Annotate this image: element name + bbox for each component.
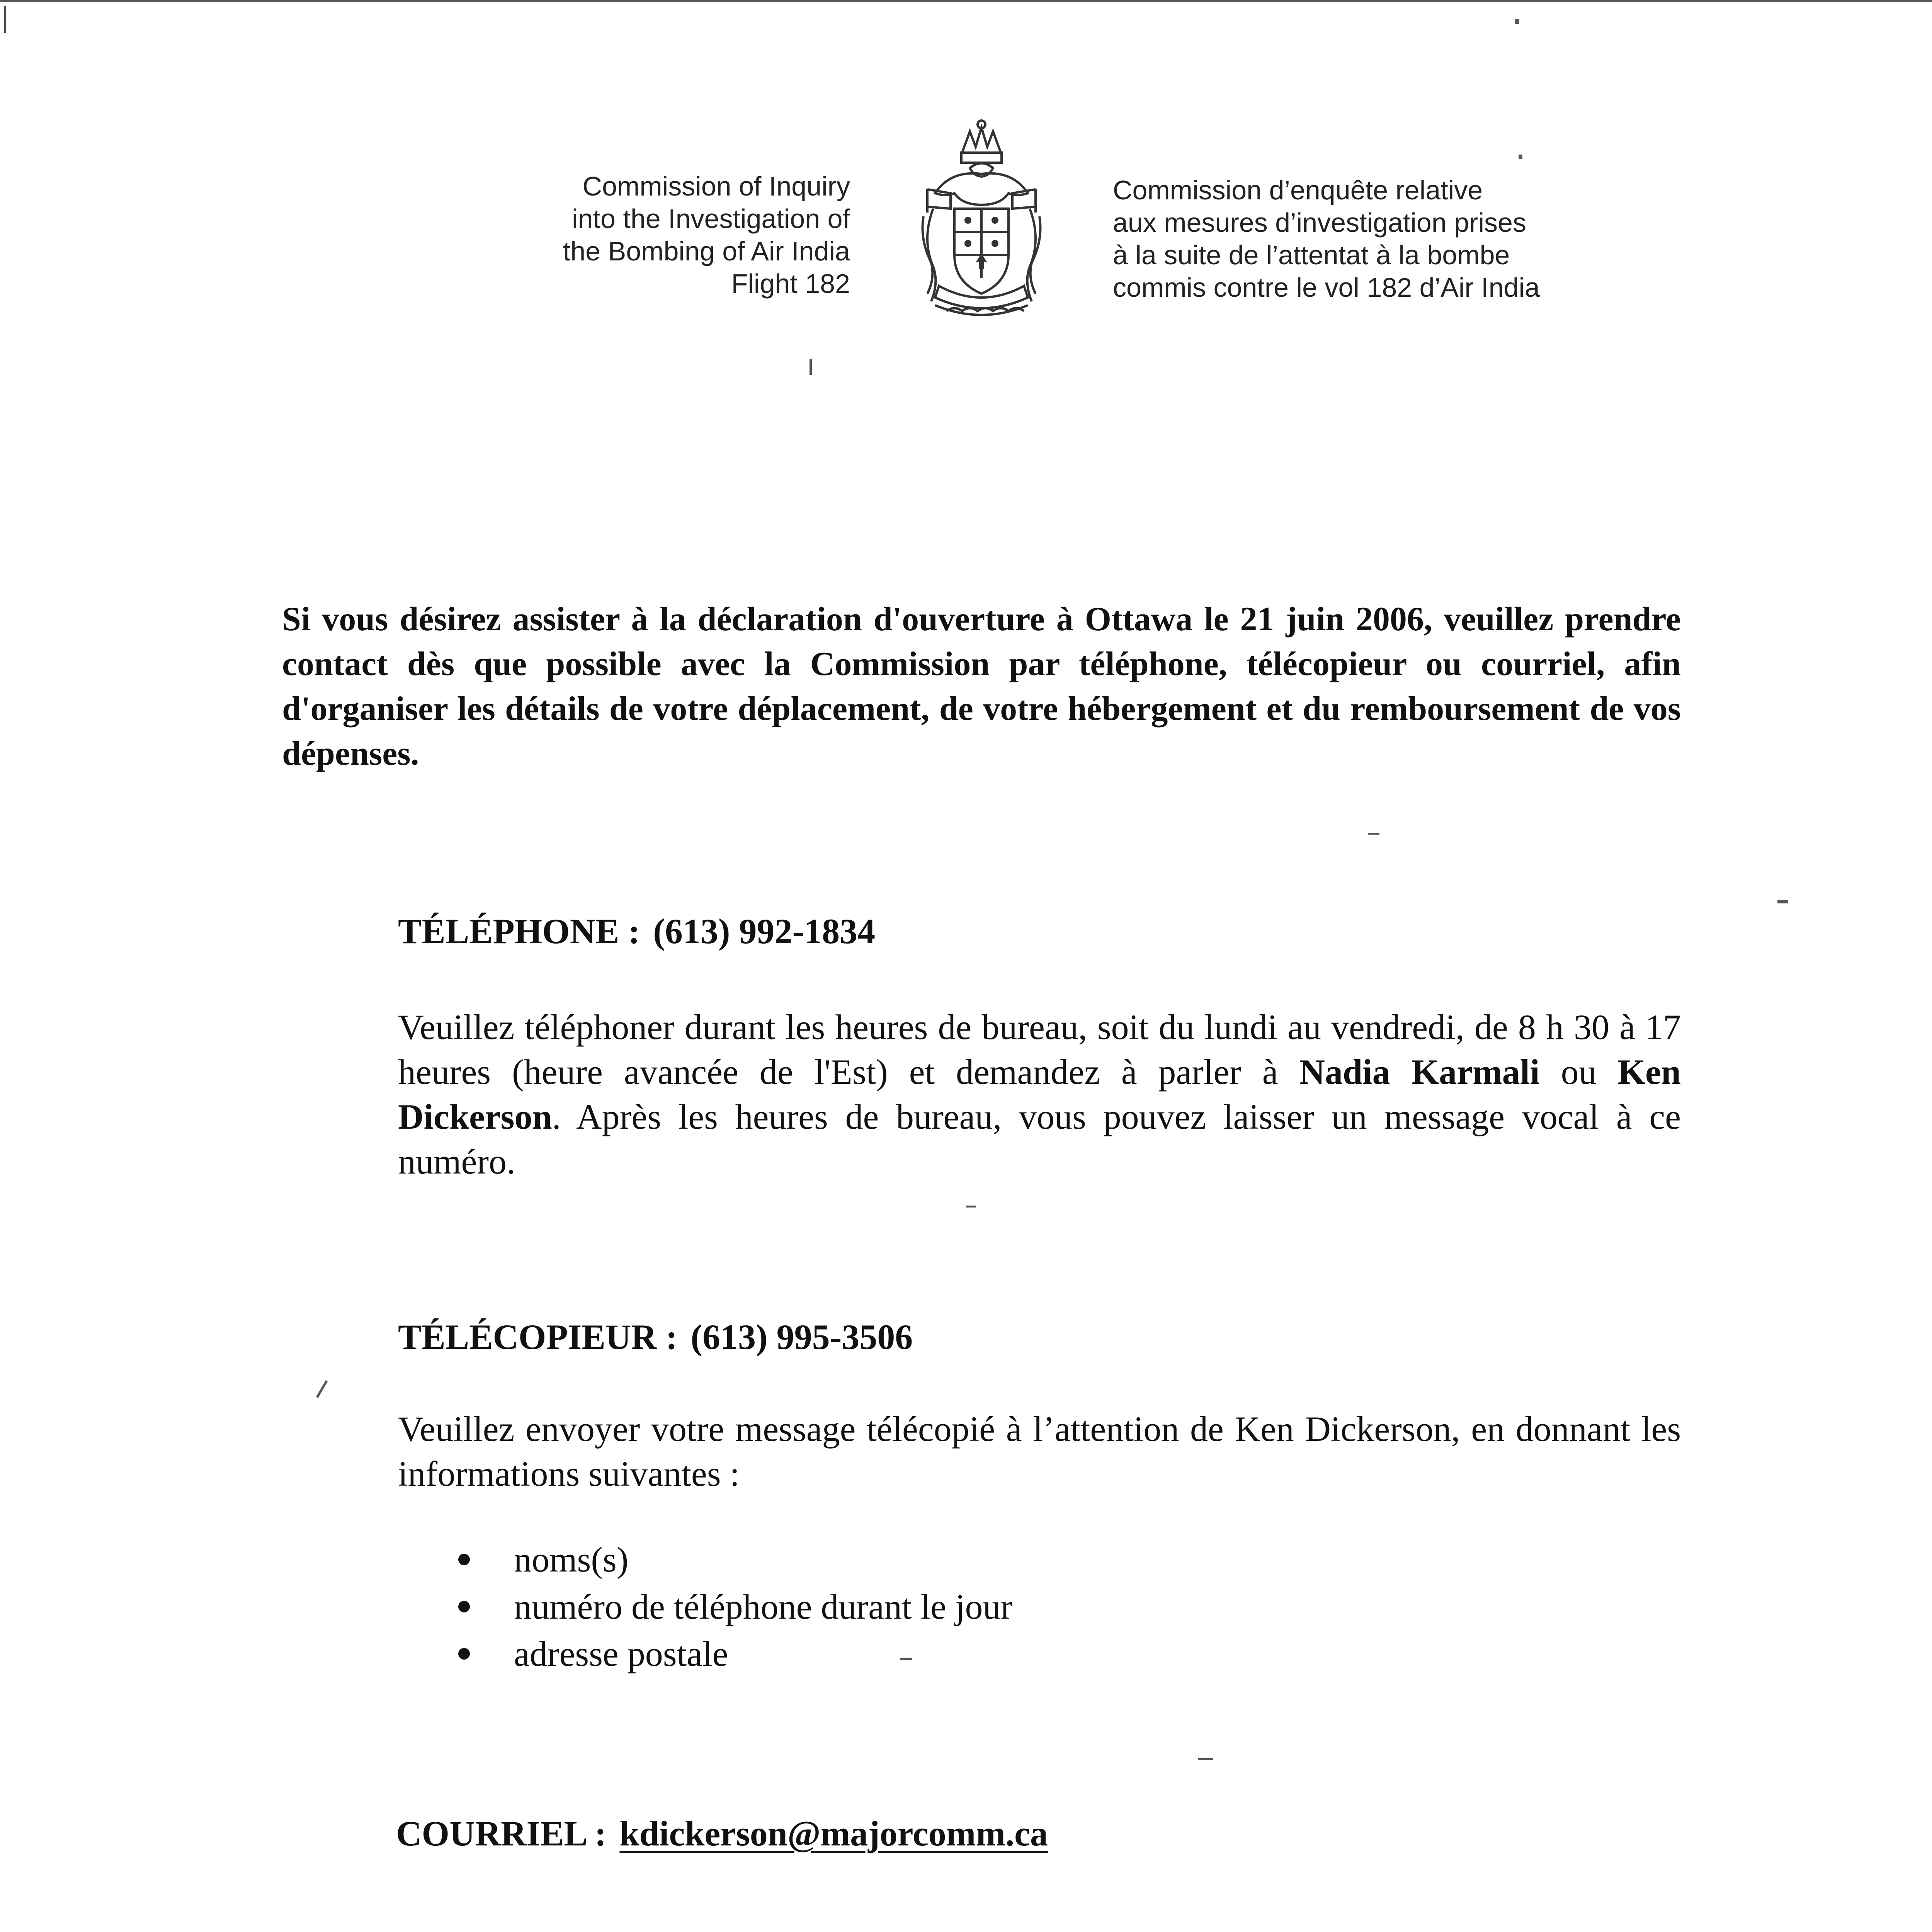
list-item-text: numéro de téléphone durant le jour: [514, 1587, 1013, 1626]
fax-label: TÉLÉCOPIEUR :: [398, 1317, 678, 1357]
header-english: [444, 170, 850, 300]
scan-speck: [1519, 155, 1522, 159]
bullet-icon: [458, 1648, 470, 1660]
telephone-text-middle: ou: [1539, 1052, 1618, 1092]
scan-speck: [1515, 19, 1519, 24]
bullet-icon: [458, 1554, 470, 1565]
list-item: [444, 1583, 1012, 1630]
header-english-line: Commission of Inquiry: [582, 171, 850, 201]
scan-speck: [810, 359, 812, 375]
email-heading: [396, 1812, 1048, 1855]
header-french-line: aux mesures d’investigation prises: [1113, 207, 1526, 238]
telephone-text-after: . Après les heures de bureau, vous pouvez laisser un message vocal à ce numéro.: [398, 1097, 1681, 1181]
scan-speck: [1777, 900, 1788, 903]
telephone-instructions: [398, 1005, 1681, 1184]
header-french-line: Commission d’enquête relative: [1113, 175, 1483, 205]
fax-number[interactable]: (613) 995-3506: [690, 1317, 913, 1357]
header-french-line: à la suite de l’attentat à la bombe: [1113, 240, 1510, 270]
header-english-line: the Bombing of Air India: [563, 236, 850, 266]
email-link[interactable]: kdickerson@majorcomm.ca: [619, 1814, 1048, 1853]
header-french: [1113, 174, 1692, 304]
list-item-text: adresse postale: [514, 1634, 728, 1673]
telephone-number[interactable]: (613) 992-1834: [653, 912, 876, 951]
header-english-line: Flight 182: [731, 269, 850, 299]
telephone-heading: [398, 910, 875, 952]
scan-speck: [1198, 1758, 1213, 1760]
bullet-icon: [458, 1601, 470, 1612]
scan-speck: [1368, 833, 1379, 835]
contact-name: Nadia Karmali: [1299, 1052, 1540, 1092]
header-english-line: into the Investigation of: [572, 204, 850, 234]
email-label: COURRIEL :: [396, 1814, 607, 1853]
fax-instructions: Veuillez envoyer votre message télécopié à l’attention de Ken Dickerson, en donnant les informations suivantes :: [398, 1409, 1681, 1493]
canada-coat-of-arms-icon: [912, 116, 1051, 325]
header-french-line: commis contre le vol 182 d’Air India: [1113, 272, 1540, 303]
fax-info-list: [444, 1536, 1012, 1677]
intro-paragraph: Si vous désirez assister à la déclaration d'ouverture à Ottawa le 21 juin 2006, veuillez prendre contact dès que possible avec la Commission par téléphone, télécopieur ou courriel, afin d'organiser les détails de votre déplacement, de votre hébergement et du remboursement de vos dépenses.: [282, 600, 1681, 772]
contact-name: Ken Dickerson: [398, 1052, 1681, 1136]
scan-speck: [900, 1658, 912, 1660]
list-item: [444, 1630, 1012, 1677]
scan-speck: [966, 1206, 976, 1208]
scan-mark: [4, 6, 22, 33]
scan-speck: [316, 1380, 328, 1398]
list-item-text: noms(s): [514, 1540, 629, 1579]
fax-heading: [398, 1316, 913, 1358]
telephone-text-before: Veuillez téléphoner durant les heures de bureau, soit du lundi au vendredi, de 8 h 30 à 17 heures (heure avancée de l'Est) et demandez à parler à: [398, 1007, 1681, 1092]
telephone-label: TÉLÉPHONE :: [398, 912, 640, 951]
scan-edge-top: [0, 0, 1932, 2]
list-item: [444, 1536, 1012, 1583]
